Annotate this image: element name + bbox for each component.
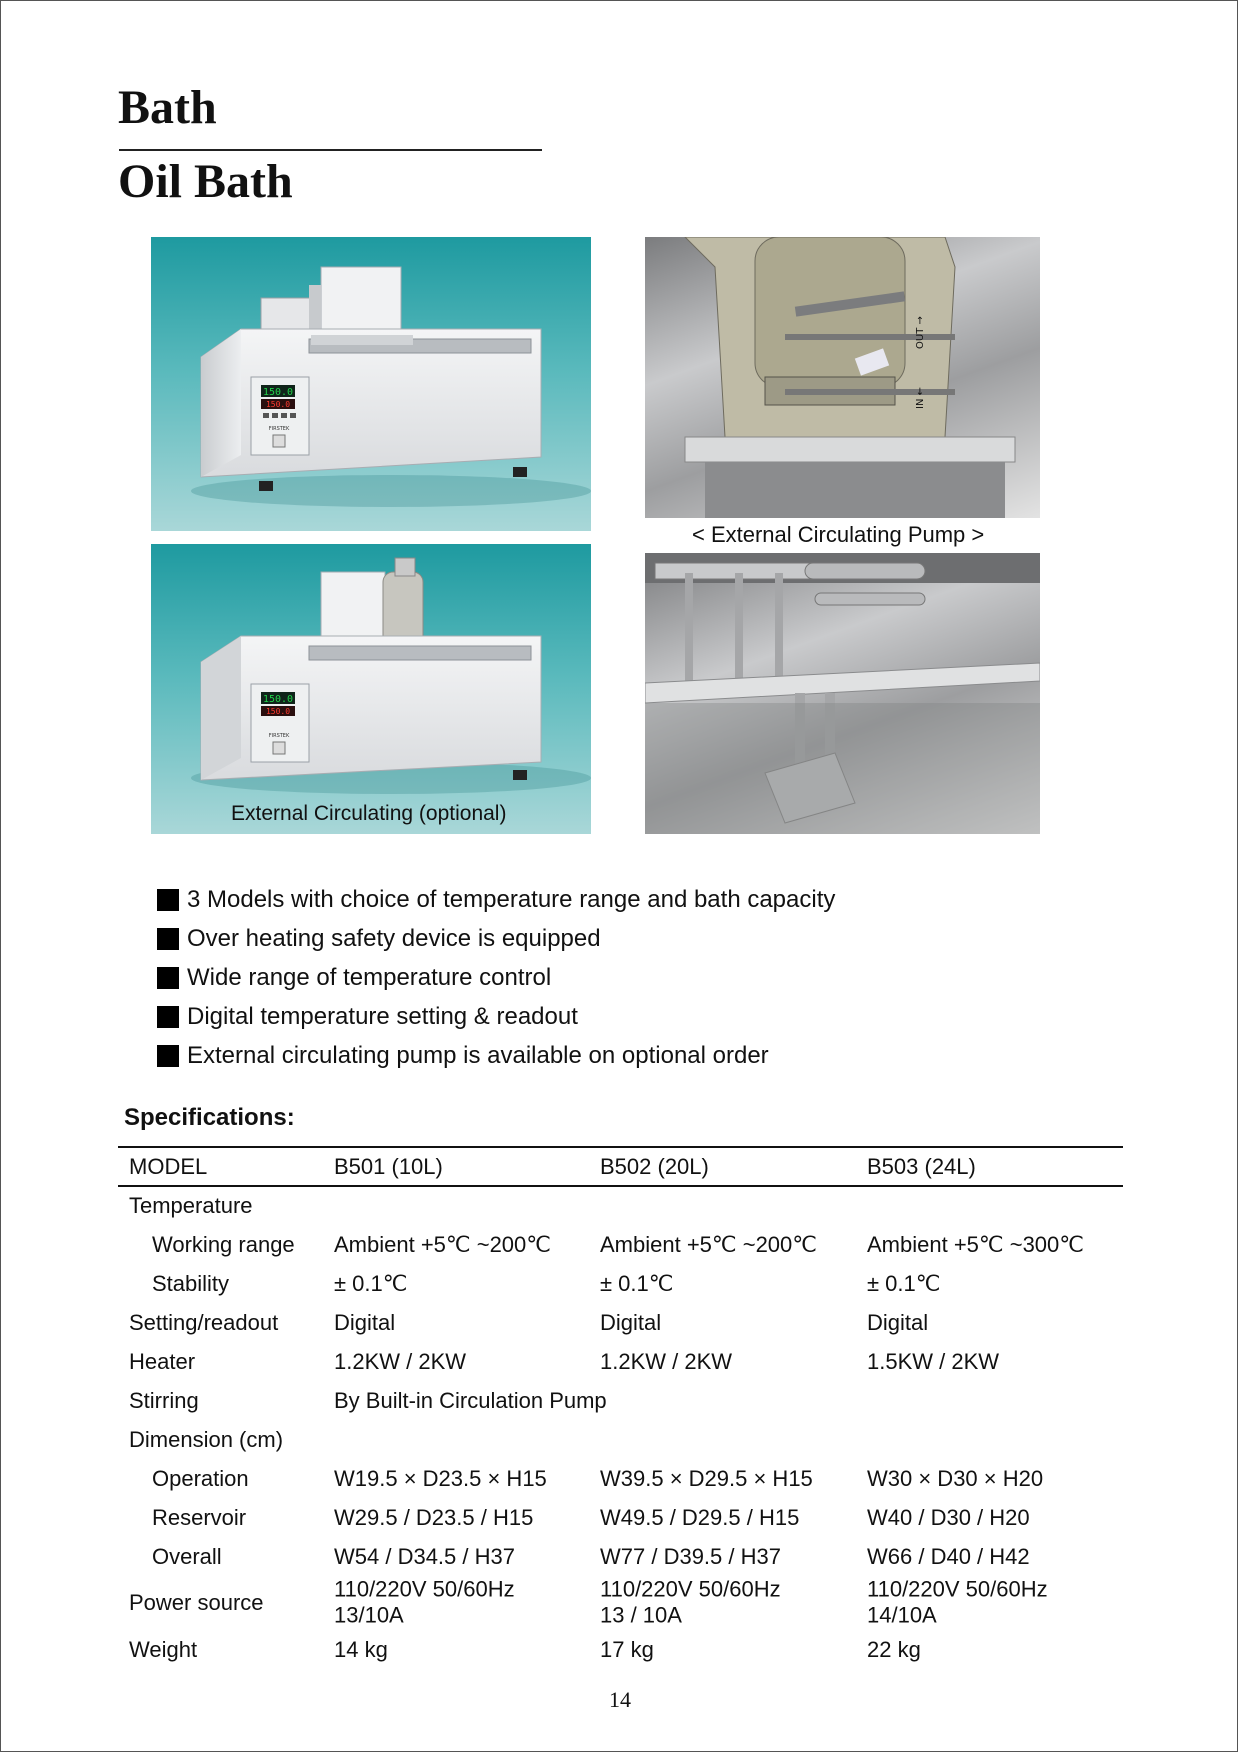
feature-item: Wide range of temperature control [157,958,835,997]
page-title: Bath [118,81,217,134]
row-label: Stirring [129,1387,199,1413]
page-number: 14 [609,1687,631,1712]
table-cell: Digital [334,1309,396,1335]
table-cell: W66 / D40 / H42 [867,1543,1030,1569]
table-header-row [118,1147,1123,1186]
table-cell: 1.2KW / 2KW [600,1348,733,1374]
table-row [118,1498,1123,1537]
bullet-square-icon [157,928,179,950]
optional-unit-caption: External Circulating (optional) [231,802,507,825]
table-cell: 14 kg [334,1636,388,1662]
row-label: Temperature [129,1192,253,1218]
row-label: Operation [152,1465,249,1491]
in-label: IN ← [915,387,926,409]
out-label: OUT → [915,316,926,349]
header-cell: B503 (24L) [867,1153,976,1179]
brand-label: FIRSTEK [268,426,290,432]
row-label: Overall [152,1543,222,1569]
table-cell: W39.5 × D29.5 × H15 [600,1465,813,1491]
row-label: Heater [129,1348,196,1374]
pump-underside-photo [645,553,1040,834]
display-bottom-readout: 150.0 [265,707,291,716]
table-cell: Ambient +5℃ ~300℃ [867,1231,1084,1257]
table-cell: W77 / D39.5 / H37 [600,1543,781,1569]
display-top-readout: 150.0 [262,694,294,705]
feature-item: Digital temperature setting & readout [157,997,835,1036]
table-cell: 110/220V 50/60Hz 13 / 10A [600,1576,781,1628]
table-row [118,1630,1123,1669]
feature-item: External circulating pump is available on optional order [157,1036,835,1075]
row-label: Dimension (cm) [129,1426,284,1452]
table-cell: Ambient +5℃ ~200℃ [600,1231,817,1257]
bullet-square-icon [157,967,179,989]
oil-bath-illustration [151,237,591,531]
table-cell: 1.5KW / 2KW [867,1348,1000,1374]
bullet-square-icon [157,1045,179,1067]
oil-bath-with-pump-photo [151,544,591,834]
row-label: Working range [152,1231,295,1257]
table-row [118,1459,1123,1498]
bullet-square-icon [157,889,179,911]
specifications-table [118,1147,1123,1669]
specifications-heading: Specifications: [124,1104,295,1131]
feature-list [157,880,835,1075]
row-label: Stability [152,1270,230,1296]
table-cell: ± 0.1℃ [600,1270,674,1296]
table-cell: 1.2KW / 2KW [334,1348,467,1374]
row-label: Power source [129,1589,264,1615]
page-subtitle: Oil Bath [118,155,293,208]
table-cell: 22 kg [867,1636,921,1662]
table-cell: W54 / D34.5 / H37 [334,1543,515,1569]
table-row [118,1576,1123,1630]
row-label: Setting/readout [129,1309,279,1335]
row-label: Weight [129,1636,198,1662]
table-cell: W40 / D30 / H20 [867,1504,1030,1530]
feature-item: 3 Models with choice of temperature range and bath capacity [157,880,835,919]
display-bottom-readout: 150.0 [265,400,291,409]
table-row [118,1420,1123,1459]
feature-item: Over heating safety device is equipped [157,919,835,958]
table-cell: W30 × D30 × H20 [867,1465,1044,1491]
table-row [118,1225,1123,1264]
header-cell: MODEL [129,1153,208,1179]
table-cell: 110/220V 50/60Hz 13/10A [334,1576,515,1628]
pump-closeup-illustration [645,237,1040,518]
table-row [118,1342,1123,1381]
table-row [118,1381,1123,1420]
table-cell: W29.5 / D23.5 / H15 [334,1504,534,1530]
table-row [118,1537,1123,1576]
brand-label: FIRSTEK [268,733,290,739]
table-cell: W19.5 × D23.5 × H15 [334,1465,547,1491]
pump-closeup-photo [645,237,1040,518]
pump-underside-illustration [645,553,1040,834]
oil-bath-pump-illustration [151,544,591,834]
table-row [118,1186,1123,1225]
table-cell: ± 0.1℃ [334,1270,408,1296]
bullet-square-icon [157,1006,179,1028]
table-cell: 17 kg [600,1636,654,1662]
row-label: Reservoir [152,1504,247,1530]
table-cell: Ambient +5℃ ~200℃ [334,1231,551,1257]
display-top-readout: 150.0 [262,387,294,398]
table-cell: W49.5 / D29.5 / H15 [600,1504,800,1530]
header-cell: B501 (10L) [334,1153,443,1179]
table-cell: By Built-in Circulation Pump [334,1387,607,1413]
table-cell: ± 0.1℃ [867,1270,941,1296]
table-row [118,1303,1123,1342]
table-cell: Digital [867,1309,929,1335]
table-row [118,1264,1123,1303]
title-divider [119,149,542,151]
table-cell: 110/220V 50/60Hz 14/10A [867,1576,1048,1628]
oil-bath-photo [151,237,591,531]
header-cell: B502 (20L) [600,1153,709,1179]
table-cell: Digital [600,1309,662,1335]
pump-closeup-caption: < External Circulating Pump > [692,522,985,547]
